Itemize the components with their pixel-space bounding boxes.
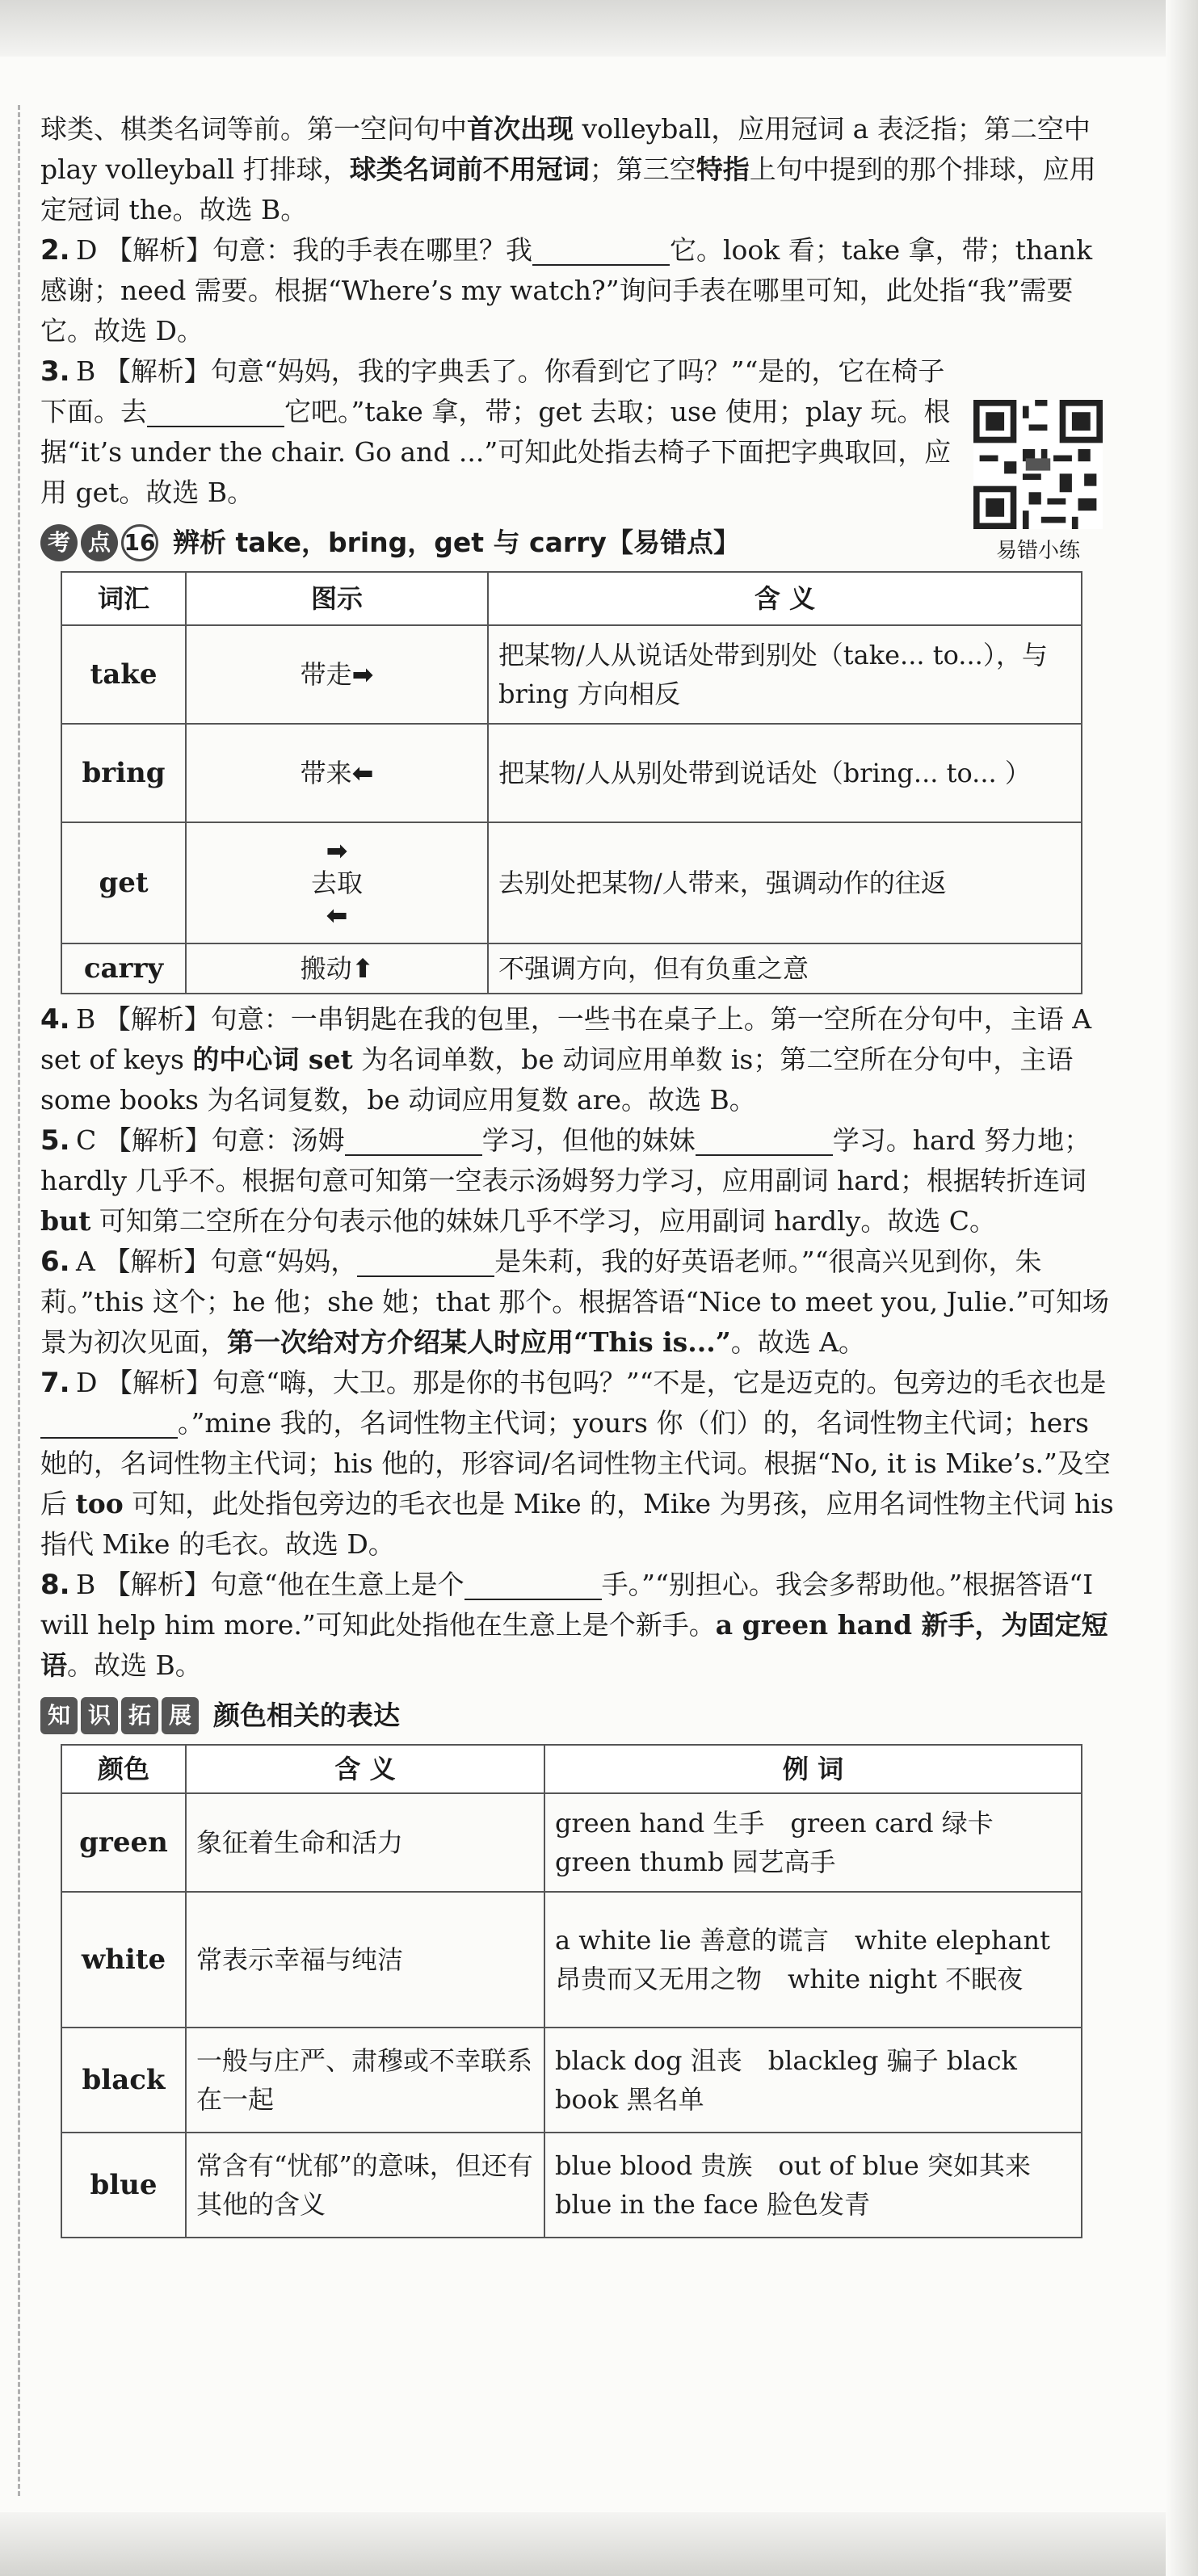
color-cell: white [61,1892,186,2028]
arrow-right-icon: ➡ [351,659,374,690]
ext-title: 颜色相关的表达 [213,1700,400,1731]
kp16-title-row [40,523,1119,563]
q5-text: 学习，但他的妹妹 [481,1124,696,1156]
margin-dashed-line [18,105,20,2496]
q4-text: B 【解析】句意：一串钥匙在我的包里，一些书在桌子上。第一空所在分句中，主语 A set of keys [40,1003,1092,1075]
q8-text: 手。”“别担心。我会多帮助他。”根据答语“I will help him more.”可知此处指他在生意上是个新手。 [40,1569,1094,1641]
header-word: 词汇 [61,572,186,625]
table-row [61,724,1082,822]
question-7 [40,1363,1119,1565]
table-row [61,1793,1082,1892]
question-number: 5. [40,1124,70,1157]
badge-char: 拓 [121,1697,158,1734]
q4-text: 为名词单数，be 动词应用单数 is；第二空所在分句中，主语 some books 为名词复数，be 动词应用复数 are。故选 B。 [40,1044,1074,1116]
question-number: 6. [40,1246,70,1278]
q5-text: C 【解析】句意：汤姆 [76,1124,345,1156]
picture-cell [186,724,488,822]
answer-blank [532,238,670,266]
header-picture: 图示 [186,572,488,625]
picture-label: 带走 [300,659,352,690]
answer-content [40,109,1119,2238]
meaning-cell: 常含有“忧郁”的意味，但还有其他的含义 [186,2133,544,2238]
picture-cell [186,625,488,724]
badge-number: 16 [121,524,158,561]
q2-text: 它。look 看；take 拿，带；thank 感谢；need 需要。根据“Where’s my watch?”询问手表在哪里可知，此处指“我”需要它。故选 D。 [40,234,1093,347]
answer-blank [40,1411,178,1439]
question-6 [40,1242,1119,1363]
color-cell: blue [61,2133,186,2238]
examples-cell: black dog 沮丧 blackleg 骗子 black book 黑名单 [544,2028,1082,2133]
meaning-cell: 常表示幸福与纯洁 [186,1892,544,2028]
table-row [61,1892,1082,2028]
q5-text: 可知第二空所在分句表示他的妹妹几乎不学习，应用副词 hardly。故选 C。 [90,1205,997,1237]
q8-text: B 【解析】句意“他在生意上是个 [76,1569,464,1600]
q5-text: 学习。hard 努力地；hardly 几乎不。根据句意可知第一空表示汤姆努力学习，应用副词 hard；根据转折连词 [40,1124,1091,1196]
ext-title-row [40,1696,1119,1736]
intro-text: 上句中提到的那个排球，应用定冠词 the。故选 B。 [40,153,1096,225]
answer-blank [147,400,284,427]
table-row [61,2028,1082,2133]
q7-text: D 【解析】句意“嗨，大卫。那是你的书包吗？”“不是，它是迈克的。包旁边的毛衣也是 [76,1367,1107,1398]
answer-blank [357,1250,494,1277]
question-number: 4. [40,1003,70,1036]
picture-cell [186,943,488,994]
question-2 [40,230,1119,351]
qr-label: 易错小练 [995,539,1080,563]
picture-cell [186,822,488,943]
table-header-row [61,1745,1082,1793]
question-5 [40,1120,1119,1242]
word-cell: take [61,625,186,724]
color-cell: green [61,1793,186,1892]
page-right-edge [1166,0,1198,2576]
q5-bold: but [40,1205,91,1237]
table-row [61,943,1082,994]
examples-cell: blue blood 贵族 out of blue 突如其来 blue in the face 脸色发青 [544,2133,1082,2238]
q7-bold: too [75,1488,124,1519]
answer-blank [345,1128,482,1156]
kp16-table [61,571,1082,994]
examples-cell: a white lie 善意的谎言 white elephant 昂贵而又无用之物 white night 不眠夜 [544,1892,1082,2028]
question-8 [40,1565,1119,1686]
arrow-right-icon: ➡ [326,835,348,866]
q8-text: 。故选 B。 [67,1649,202,1681]
color-table [61,1744,1082,2238]
ext-badge [40,1697,202,1734]
q7-text: 。”mine 我的，名词性物主代词；yours 你（们）的，名词性物主代词；hers 她的，名词性物主代词；his 他的，形容词/名词性物主代词。根据“No, it is Mike’s.”及空后 [40,1407,1111,1519]
q7-text: 可知，此处指包旁边的毛衣也是 Mike 的，Mike 为男孩，应用名词性物主代词 his 指代 Mike 的毛衣。故选 D。 [40,1488,1114,1560]
q6-text: A 【解析】句意“妈妈， [76,1246,358,1277]
intro-paragraph [40,109,1119,230]
intro-bold-specific: 特指 [696,153,750,185]
picture-label: 去取 [310,868,363,898]
meaning-cell: 去别处把某物/人带来，强调动作的往返 [488,822,1082,943]
badge-char: 识 [81,1697,118,1734]
page-bottom-edge [0,2512,1198,2576]
question-3 [40,351,953,513]
table-header-row [61,572,1082,625]
intro-bold-rule: 球类名词前不用冠词 [349,153,590,185]
kp16-title: 辨析 take，bring，get 与 carry【易错点】 [173,527,740,558]
examples-cell: green hand 生手 green card 绿卡 green thumb 园艺高手 [544,1793,1082,1892]
intro-text: volleyball，应用冠词 a 表泛指；第二空中 play volleyball 打排球， [40,113,1091,185]
arrow-up-icon: ⬆ [351,953,374,984]
question-4 [40,999,1119,1120]
header-meaning: 含 义 [186,1745,544,1793]
q2-text: D 【解析】句意：我的手表在哪里？我 [76,234,532,266]
kp16-badge [40,524,162,561]
intro-text: 球类、棋类名词等前。第一空问句中 [40,113,467,145]
badge-char: 考 [40,524,78,561]
table-row [61,822,1082,943]
question-number: 2. [40,234,70,267]
picture-label: 搬动 [300,953,352,984]
question-number: 7. [40,1367,70,1399]
arrow-left-icon: ⬅ [326,900,348,931]
header-color: 颜色 [61,1745,186,1793]
question-number: 8. [40,1569,70,1601]
q8-bold: a green hand 新手，为固定短语 [40,1609,1108,1681]
meaning-cell: 一般与庄严、肃穆或不幸联系在一起 [186,2028,544,2133]
arrow-left-icon: ⬅ [351,758,374,788]
badge-char: 展 [162,1697,199,1734]
q6-bold: 第一次给对方介绍某人时应用“This is...” [227,1326,731,1358]
badge-char: 知 [40,1697,78,1734]
meaning-cell: 把某物/人从说话处带到别处（take... to...），与 bring 方向相反 [488,625,1082,724]
meaning-cell: 不强调方向，但有负重之意 [488,943,1082,994]
q6-text: 。故选 A。 [730,1326,866,1358]
word-cell: get [61,822,186,943]
table-row [61,2133,1082,2238]
meaning-cell: 把某物/人从别处带到说话处（bring... to... ） [488,724,1082,822]
q6-text: 是朱莉，我的好英语老师。”“很高兴见到你，朱莉。”this 这个；he 他；she 她；that 那个。根据答语“Nice to meet you, Julie.”可知场景为初次见面， [40,1246,1110,1358]
q3-text: B 【解析】句意“妈妈，我的字典丢了。你看到它了吗？”“是的，它在椅子下面。去 [40,355,945,427]
picture-label: 带来 [300,758,352,788]
intro-text: ；第三空 [589,153,696,185]
table-row [61,625,1082,724]
header-meaning: 含 义 [488,572,1082,625]
intro-bold-first: 首次出现 [467,113,574,145]
header-examples: 例 词 [544,1745,1082,1793]
word-cell: carry [61,943,186,994]
page-top-edge [0,0,1198,57]
answer-blank [464,1573,602,1600]
badge-char: 点 [81,524,118,561]
q3-text: 它吧。”take 拿，带；get 去取；use 使用；play 玩。根据“it’s under the chair. Go and ...”可知此处指去椅子下面把字典取回，应用 get。故选 B。 [40,396,952,508]
color-cell: black [61,2028,186,2133]
answer-blank [696,1128,833,1156]
question-number: 3. [40,355,70,388]
meaning-cell: 象征着生命和活力 [186,1793,544,1892]
q4-bold: 的中心词 set [192,1044,353,1075]
word-cell: bring [61,724,186,822]
